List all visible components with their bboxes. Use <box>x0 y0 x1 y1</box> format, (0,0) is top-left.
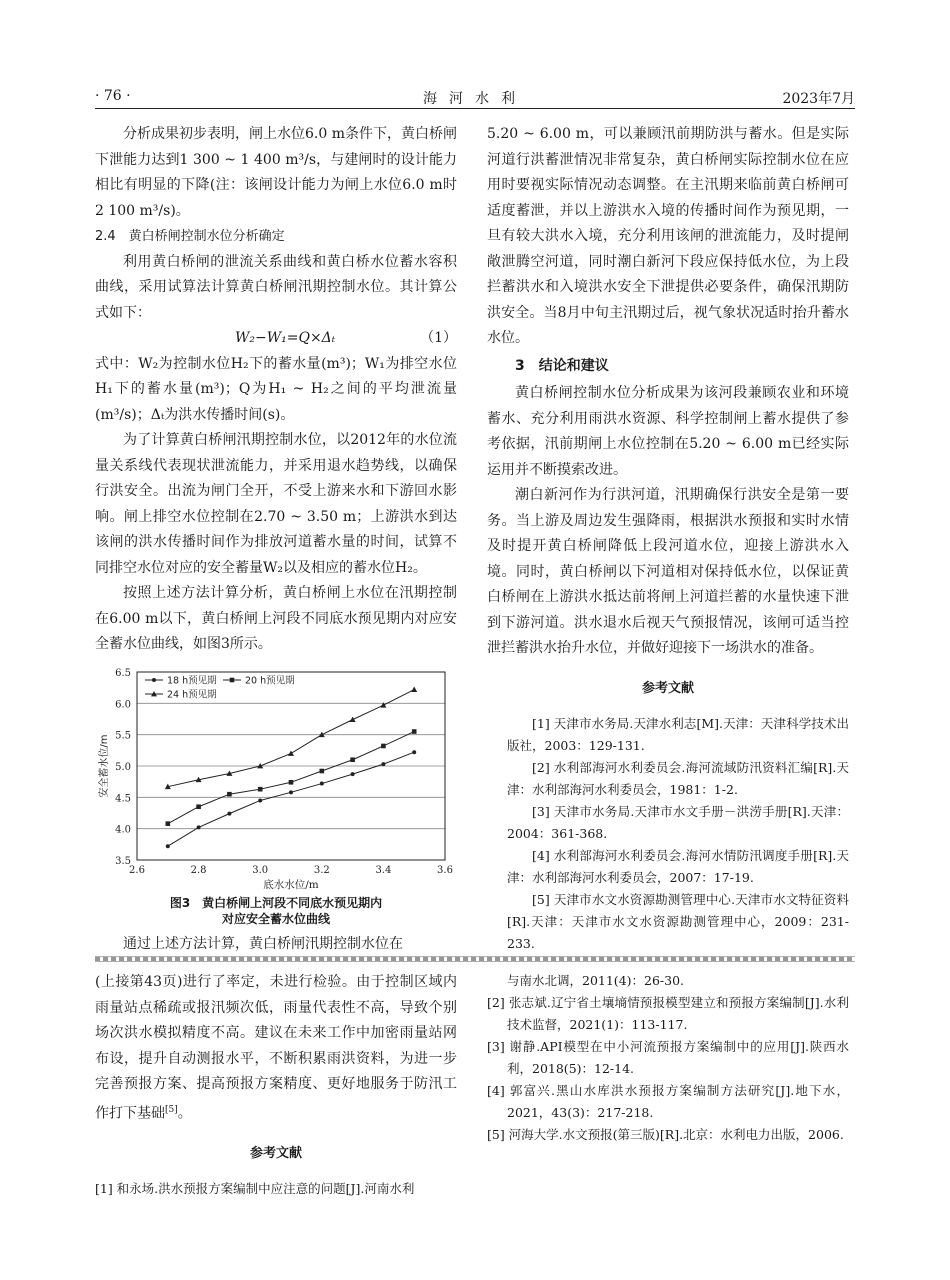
data-point <box>351 772 355 776</box>
equation-number: （1） <box>420 330 457 346</box>
reference-item: 与南水北调，2011(4)：26-30. <box>507 973 685 988</box>
y-tick-label: 4.0 <box>115 824 131 836</box>
figure-caption <box>95 895 457 927</box>
x-tick-label: 2.6 <box>129 865 145 876</box>
y-tick-label: 3.5 <box>115 856 131 867</box>
x-tick-label: 3.2 <box>313 865 330 876</box>
continued-text: (上接第43页)进行了率定，未进行检验。由于控制区域内雨量站点稀疏或报汛频次低，雨量代表性不高，导致个别场次洪水模拟精度不高。建议在未来工作中加密雨量站网布设，提升自动测报水平，不断积累雨洪资料，为进一步完善预报方案、提高预报方案精度、更好地服务于防汛工作打下基础 <box>95 974 457 1122</box>
references-title: 参考文献 <box>641 680 694 696</box>
reference-item: [4] 水利部海河水利委员会.海河水情防汛调度手册[R].天津：水利部海河水利委员会，2007：17-19. <box>507 848 849 885</box>
paragraph: 潮白新河作为行洪河道，汛期确保行洪安全是第一要务。当上游及周边发生强降雨，根据洪水预报和实时水情及时提开黄白桥闸降低上段河道水位，迎接上游洪水入境。同时，黄白桥闸以下河道相对保持低水位，以保证黄白桥闸在上游洪水抵达前将闸上河道拦蓄的水量快速下泄到下游河道。洪水退水后视天气预报情况，该闸可适当控泄拦蓄洪水抬升水位，并做好迎接下一场洪水的准备。 <box>487 487 849 656</box>
issue-date: 2023年7月 <box>782 91 855 107</box>
reference-item: [2] 水利部海河水利委员会.海河流域防汛资料汇编[R].天津：水利部海河水利委员会，1981：1-2. <box>507 760 849 797</box>
y-axis-label: 安全蓄水位/m <box>99 734 110 798</box>
data-point <box>411 687 417 692</box>
right-column <box>487 122 849 955</box>
reference-item: [3] 天津市水务局.天津市水文手册－洪涝手册[R].天津：2004：361-368. <box>507 804 849 841</box>
page-header <box>95 86 855 109</box>
equation-formula: W₂−W₁=Q×Δₜ <box>235 330 336 346</box>
section-heading-2-4: 2.4 黄白桥闸控制水位分析确定 <box>95 229 285 244</box>
chart-grid <box>137 703 445 828</box>
x-tick-label: 3.4 <box>375 865 392 876</box>
data-point <box>320 782 324 786</box>
x-tick-label: 3.0 <box>252 865 269 876</box>
paragraph: 通过上述方法计算，黄白桥闸汛期控制水位在 <box>123 936 403 952</box>
data-point <box>412 729 417 734</box>
y-tick-label: 4.5 <box>115 793 131 805</box>
bottom-left-column <box>95 970 457 1200</box>
paragraph: 按照上述方法计算分析，黄白桥闸上水位在汛期控制在6.00 m以下，黄白桥闸上河段不同底水预见期内对应安全蓄水位曲线，如图3所示。 <box>95 585 457 652</box>
x-tick-label: 3.6 <box>437 865 453 876</box>
section-heading-3: 3 结论和建议 <box>515 357 609 374</box>
y-tick-label: 6.0 <box>115 699 131 711</box>
data-point <box>258 798 262 802</box>
data-point <box>227 792 232 797</box>
left-column <box>95 122 457 658</box>
data-point <box>258 787 263 792</box>
paragraph: 黄白桥闸控制水位分析成果为该河段兼顾农业和环境蓄水、充分利用雨洪水资源、科学控制闸上蓄水提供了参考依据，汛前期闸上水位控制在5.20 ~ 6.00 m已经实际运用并不断摸索改进。 <box>487 385 849 478</box>
data-point <box>381 744 386 749</box>
reference-item: [1] 天津市水务局.天津水利志[M].天津：天津科学技术出版社，2003：129-131. <box>507 716 849 753</box>
references-title: 参考文献 <box>249 1145 302 1161</box>
legend-label: 24 h预见期 <box>167 689 217 701</box>
data-point <box>350 757 355 762</box>
paragraph: 为了计算黄白桥闸汛期控制水位，以2012年的水位流量关系线代表现状泄流能力，并采用退水趋势线，以确保行洪安全。出流为闸门全开，不受上游来水和下游回水影响。闸上排空水位控制在2.70 ~ 3.50 m；上游洪水到达该闸的洪水传播时间作为排放河道蓄水量的时间，试算不同排空水位对应的安全蓄量W₂以及相应的蓄水位H₂。 <box>95 432 457 576</box>
chart-axes <box>97 668 453 891</box>
equation <box>95 326 457 352</box>
legend-label: 18 h预见期 <box>167 675 217 687</box>
y-tick-label: 6.5 <box>115 668 131 679</box>
paragraph-end: 。 <box>177 1105 192 1122</box>
data-point <box>320 769 325 774</box>
caption-line-1: 图3 黄白桥闸上河段不同底水预见期内 <box>169 896 383 910</box>
bottom-right-column <box>487 970 849 1146</box>
data-point <box>166 821 171 826</box>
paragraph: 利用黄白桥闸的泄流关系曲线和黄白桥水位蓄水容积曲线，采用试算法计算黄白桥闸汛期控制水位。其计算公式如下： <box>95 253 457 321</box>
data-point <box>289 780 294 785</box>
reference-item: [4] 郭富兴.黑山水库洪水预报方案编制方法研究[J].地下水，2021，43(3)：217-218. <box>487 1083 849 1120</box>
reference-item: [5] 河海大学.水文预报(第三版)[R].北京：水利电力出版，2006. <box>487 1127 844 1142</box>
y-tick-label: 5.0 <box>115 762 131 773</box>
caption-line-2: 对应安全蓄水位曲线 <box>221 912 330 926</box>
series-line <box>168 690 414 787</box>
journal-name: 海河水利 <box>423 91 527 107</box>
legend-label: 20 h预见期 <box>245 675 295 687</box>
data-point <box>412 750 416 754</box>
chart-series <box>165 687 417 849</box>
x-tick-label: 2.8 <box>190 865 207 876</box>
data-point <box>289 790 293 794</box>
page-number: · 76 · <box>95 88 131 104</box>
data-point <box>197 825 201 829</box>
data-point <box>288 750 294 755</box>
figure-3-chart <box>95 662 457 894</box>
chart-svg <box>95 662 457 894</box>
chart-legend <box>145 675 295 701</box>
data-point <box>381 762 385 766</box>
data-point <box>230 678 235 683</box>
citation-marker: [5] <box>165 1104 178 1115</box>
data-point <box>227 812 231 816</box>
reference-item: [5] 天津市水文水资源勘测管理中心.天津市水文特征资料[R].天津：天津市水文水资源勘测管理中心，2009：231-233. <box>507 892 849 951</box>
continued-paragraph <box>95 970 457 1127</box>
reference-item: [3] 谢静.API模型在中小河流预报方案编制中的应用[J].陕西水利，2018(5)：12-14. <box>487 1039 849 1076</box>
reference-item: [2] 张志斌.辽宁省土壤墒情预报模型建立和预报方案编制[J].水利技术监督，2021(1)：113-117. <box>487 995 849 1032</box>
y-tick-label: 5.5 <box>115 730 131 742</box>
data-point <box>350 717 356 722</box>
data-point <box>152 678 156 682</box>
data-point <box>196 804 201 809</box>
series-line <box>168 732 414 824</box>
paragraph: 式中：W₂为控制水位H₂下的蓄水量(m³)；W₁为排空水位H₁下的蓄水量(m³)；Q为H₁ ~ H₂之间的平均泄流量(m³/s)；Δₜ为洪水传播时间(s)。 <box>95 355 457 423</box>
article-divider <box>95 956 855 962</box>
paragraph: 5.20 ~ 6.00 m，可以兼顾汛前期防洪与蓄水。但是实际河道行洪蓄泄情况非常复杂，黄白桥闸实际控制水位在应用时要视实际情况动态调整。在主汛期来临前黄白桥闸可适度蓄泄，并以上游洪水入境的传播时间作为预见期，一旦有较大洪水入境，充分利用该闸的泄流能力，及时提闸敞泄腾空河道，同时潮白新河下段应保持低水位，为上段拦蓄洪水和入境洪水安全下泄提供必要条件，确保汛期防洪安全。当8月中旬主汛期过后，视气象状况适时抬升蓄水水位。 <box>487 126 849 346</box>
reference-item: [1] 和永场.洪水预报方案编制中应注意的问题[J].河南水利 <box>95 1181 415 1197</box>
paragraph: 分析成果初步表明，闸上水位6.0 m条件下，黄白桥闸下泄能力达到1 300 ~ 1 400 m³/s，与建闸时的设计能力相比有明显的下降(注：该闸设计能力为闸上水位6.0 m时2 100 m³/s)。 <box>95 126 457 219</box>
data-point <box>166 844 170 848</box>
x-axis-label: 底水水位/m <box>263 879 319 891</box>
